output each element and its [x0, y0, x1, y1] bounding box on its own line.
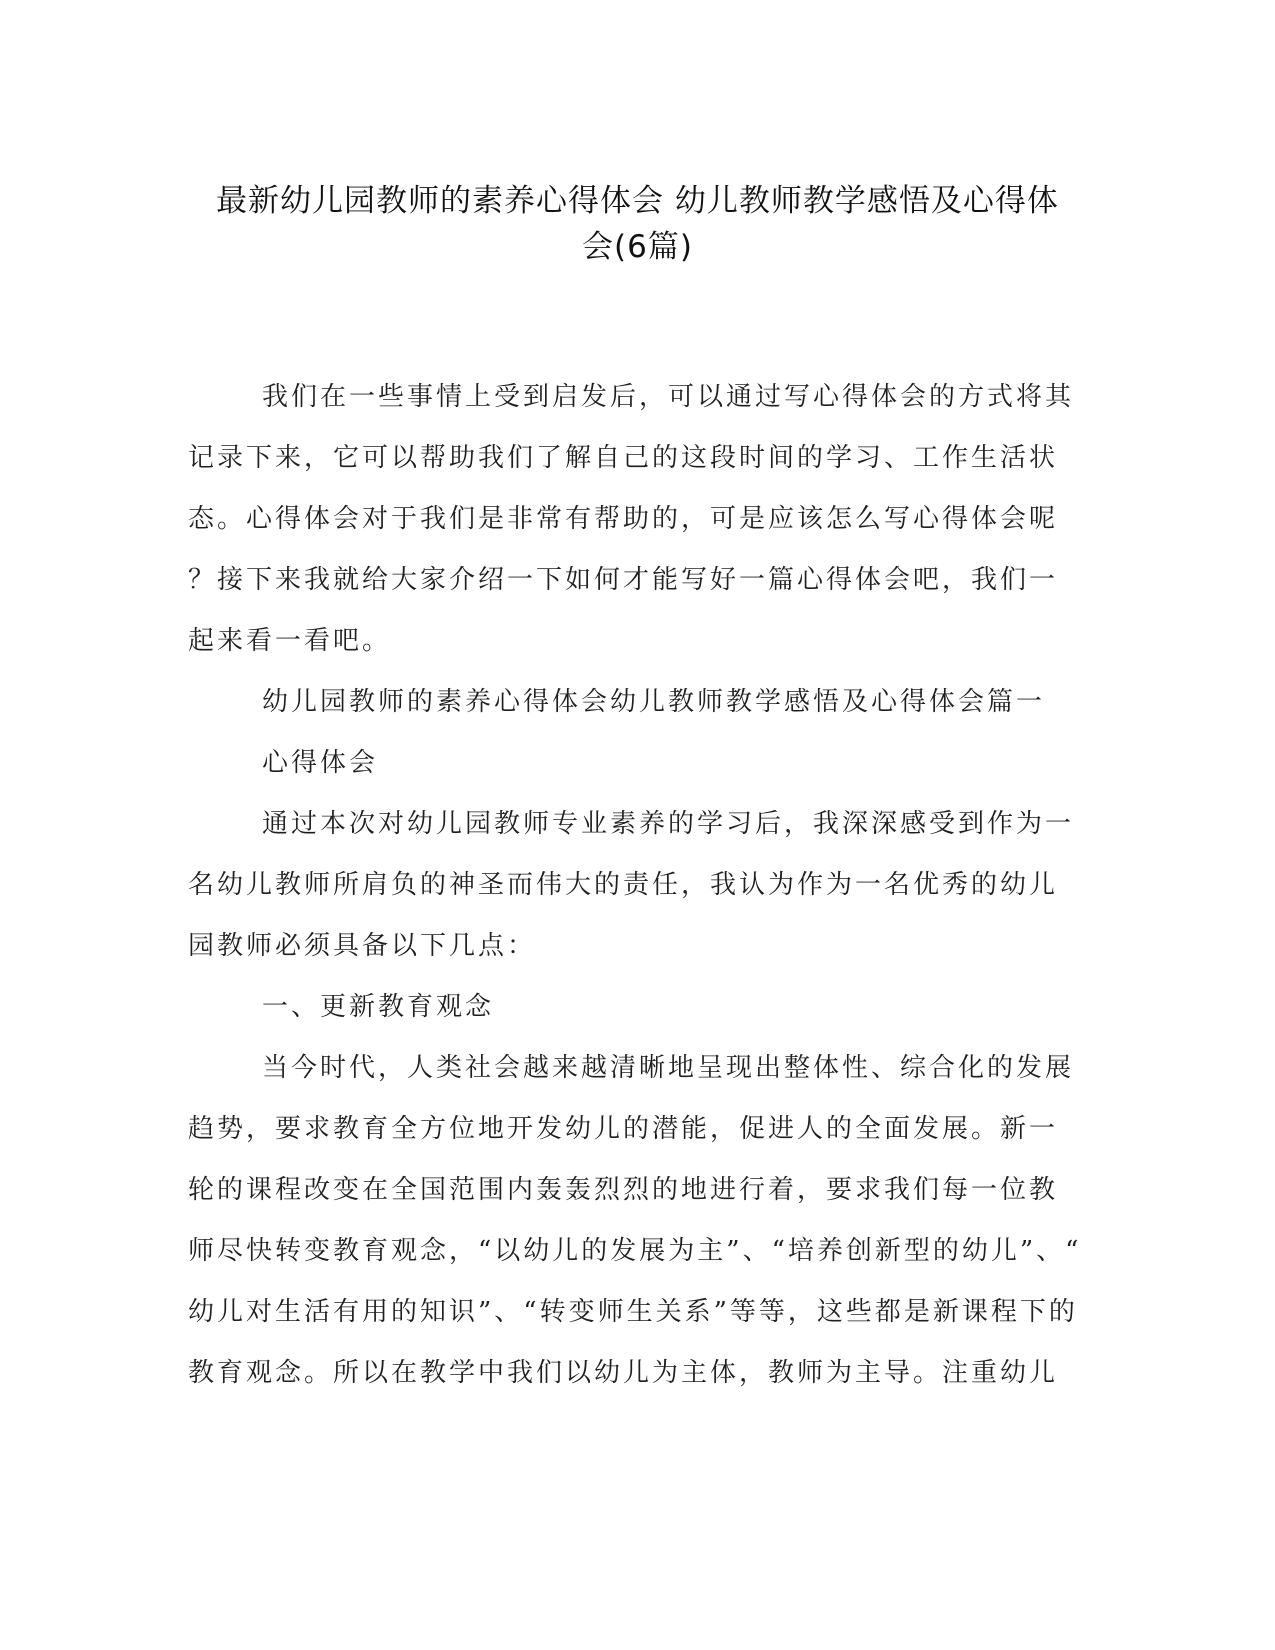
body-paragraph-1 — [188, 794, 1075, 977]
subheading — [188, 733, 1068, 794]
body-paragraph-2 — [188, 1038, 1082, 1404]
document-body — [188, 367, 1082, 1404]
text-line: 记录下来，它可以帮助我们了解自己的这段时间的学习、工作生活状 — [188, 443, 1059, 473]
point-heading-text: 一、更新教育观念 — [262, 992, 495, 1022]
page-title — [150, 178, 1125, 270]
intro-paragraph — [188, 367, 1075, 672]
text-line: 名幼儿教师所肩负的神圣而伟大的责任，我认为作为一名优秀的幼儿 — [188, 870, 1059, 900]
text-line: 轮的课程改变在全国范围内轰轰烈烈的地进行着，要求我们每一位教 — [188, 1175, 1059, 1205]
text-line: 园教师必须具备以下几点： — [188, 931, 537, 961]
text-line: 通过本次对幼儿园教师专业素养的学习后，我深深感受到作为一 — [262, 809, 1075, 839]
text-line: 教育观念。所以在教学中我们以幼儿为主体，教师为主导。注重幼儿 — [188, 1358, 1059, 1388]
text-line: 我们在一些事情上受到启发后，可以通过写心得体会的方式将其 — [262, 382, 1075, 412]
title-line-1: 最新幼儿园教师的素养心得体会 幼儿教师教学感悟及心得体 — [216, 183, 1059, 219]
text-line: 起来看一看吧。 — [188, 626, 392, 656]
text-line: 师尽快转变教育观念，“以幼儿的发展为主”、“培养创新型的幼儿”、“ — [188, 1236, 1082, 1266]
text-line: 幼儿对生活有用的知识”、“转变师生关系”等等，这些都是新课程下的 — [188, 1297, 1078, 1327]
text-line: ？接下来我就给大家介绍一下如何才能写好一篇心得体会吧，我们一 — [188, 565, 1059, 595]
section-heading-text: 幼儿园教师的素养心得体会幼儿教师教学感悟及心得体会篇一 — [262, 687, 1046, 717]
text-line: 当今时代，人类社会越来越清晰地呈现出整体性、综合化的发展 — [262, 1053, 1075, 1083]
text-line: 趋势，要求教育全方位地开发幼儿的潜能，促进人的全面发展。新一 — [188, 1114, 1059, 1144]
subheading-text: 心得体会 — [262, 748, 379, 778]
section-heading — [188, 672, 1068, 733]
title-line-2: 会(6篇) — [582, 229, 693, 265]
point-heading — [188, 977, 1068, 1038]
text-line: 态。心得体会对于我们是非常有帮助的，可是应该怎么写心得体会呢 — [188, 504, 1059, 534]
